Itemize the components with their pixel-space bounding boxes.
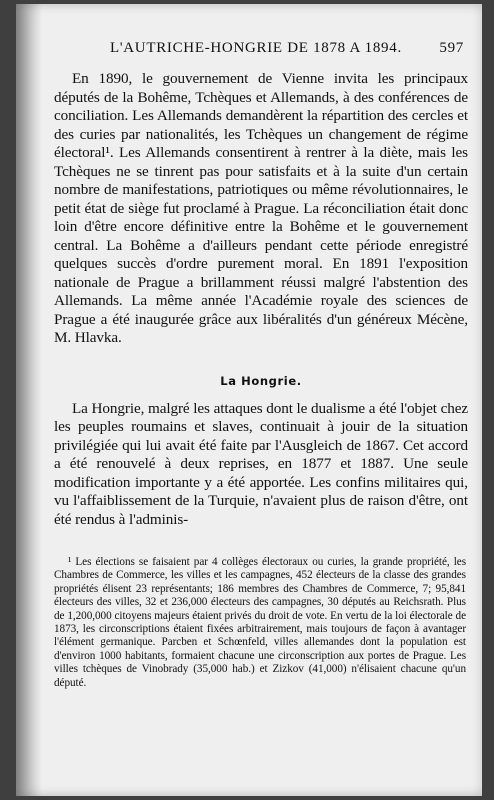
paragraph-hungary: La Hongrie, malgré les attaques dont le dualisme a été l'objet chez les peuples roumains et slaves, continuait à jouir de la situation privilégiée qui lui avait été faite par l'Ausgleich de 1867. Cet accord a été renouvelé à deux reprises, en 1877 et 1887. Une seule modification importante y a été apportée. Les confins militaires qui, vu l'affaiblissement de la Turquie, n'avaient plus de raison d'être, ont été rendus à l'adminis-: [54, 399, 468, 528]
footnote: [54, 556, 466, 690]
book-page: [16, 4, 482, 796]
main-text: [54, 70, 468, 529]
footnote-text: ¹ Les élections se faisaient par 4 collèges électoraux ou curies, la grande propriété, les Chambres de Commerce, les villes et les campagnes, 452 électeurs de la classe des grandes propriétés élisent 23 représentants; 186 membres des Chambres de Commerce, 7; 95,841 électeurs des villes, 32 et 236,000 électeurs des campagnes, 30 députés au Reichsrath. Plus de 1,200,000 citoyens majeurs étaient privés du droit de vote. En vertu de la loi électorale de 1873, les circonscriptions étaient fixées arbitrairement, mais toujours de façon à avantager l'élément germanique. Parcben et Schœnfeld, villes allemandes dont la population est d'environ 1000 habitants, formaient chacune une circonscription aux portes de Prague. Les villes tchèques de Vinobrady (35,000 hab.) et Zizkov (41,000) n'élisaient chacune qu'un député.: [54, 556, 466, 689]
page-gutter-shadow: [16, 4, 42, 796]
chapter-running-title: L'AUTRICHE-HONGRIE DE 1878 A 1894.: [110, 40, 402, 56]
running-header: [110, 39, 464, 57]
page-number: 597: [439, 40, 464, 56]
paragraph-bohemia: En 1890, le gouvernement de Vienne invita les principaux députés de la Bohême, Tchèques et Allemands, à des conférences de conciliation. Les Allemands demandèrent la répartition des cercles et des curies par nationalités, les Tchèques un changement de régime électoral¹. Les Allemands consentirent à rentrer à la diète, mais les Tchèques ne se tinrent pas pour satisfaits et à la suite d'un certain nombre de manifestations, patriotiques ou même révolutionnaires, le petit état de siège fut proclamé à Prague. La réconciliation était donc loin d'être encore définitive entre la Bohême et le gouvernement central. La Bohême a d'ailleurs pendant cette période enregistré quelques succès d'ordre purement moral. En 1891 l'exposition nationale de Prague a brillamment réussi malgré l'abstention des Allemands. La même année l'Académie royale des sciences de Prague a été inaugurée grâce aux libéralités d'un généreux Mécène, M. Hlavka.: [54, 70, 468, 346]
section-heading: La Hongrie.: [220, 373, 302, 388]
